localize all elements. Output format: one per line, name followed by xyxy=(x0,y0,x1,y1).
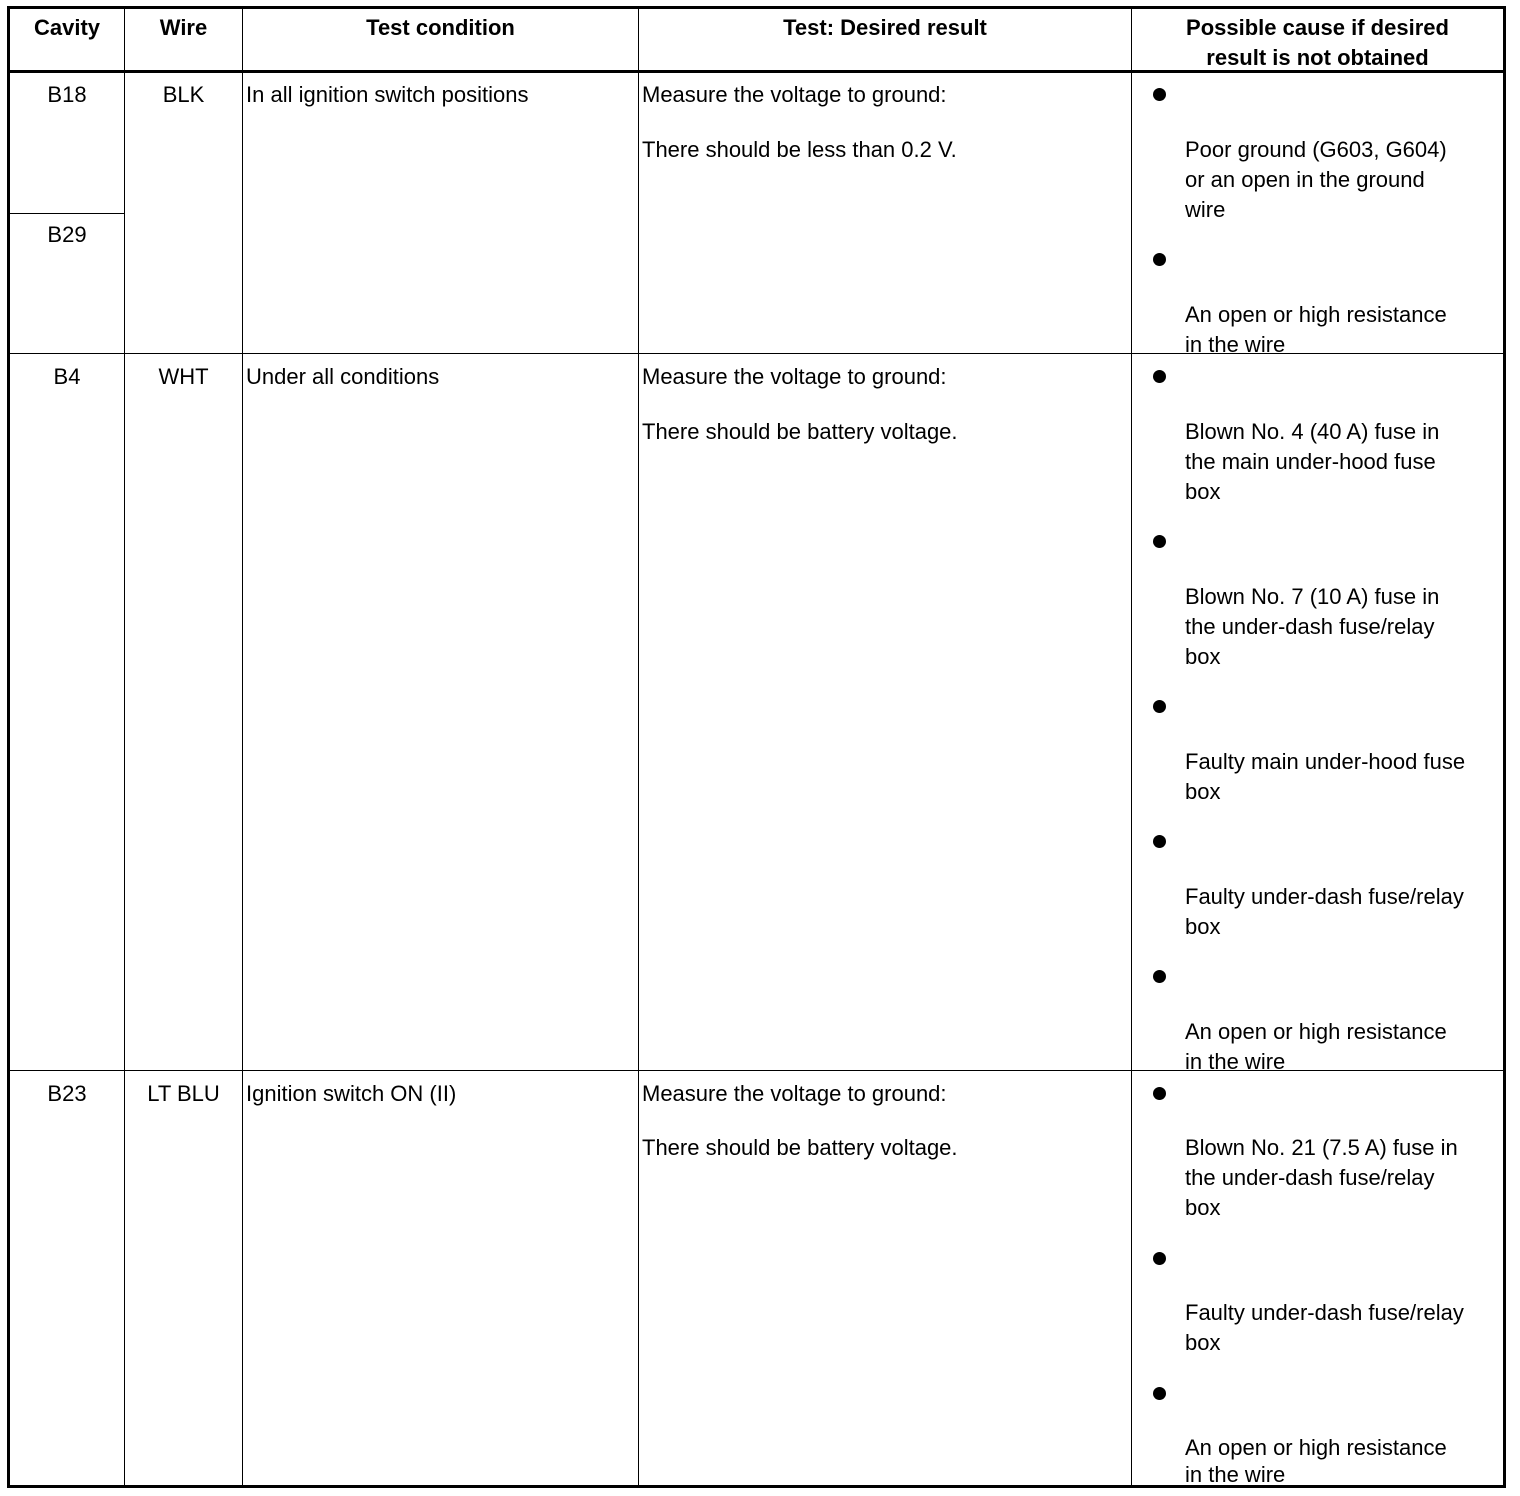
desired-result-line: There should be less than 0.2 V. xyxy=(642,137,957,162)
cavity-cell: B23 xyxy=(47,1081,87,1106)
cause-line: Poor ground (G603, G604) xyxy=(1185,137,1447,162)
cause-line: Faulty under-dash fuse/relay xyxy=(1185,1300,1464,1325)
column-divider xyxy=(242,9,243,1485)
cavity-split-divider xyxy=(10,213,124,214)
bullet-icon xyxy=(1153,700,1166,713)
cause-line: Blown No. 4 (40 A) fuse in xyxy=(1185,419,1440,444)
cause-line: box xyxy=(1185,914,1221,939)
cause-line: An open or high resistance xyxy=(1185,1019,1447,1044)
cause-line: box xyxy=(1185,479,1221,504)
cause-line: in the wire xyxy=(1185,1462,1286,1487)
cause-line: the under-dash fuse/relay xyxy=(1185,1165,1435,1190)
cause-line: Faulty under-dash fuse/relay xyxy=(1185,884,1464,909)
cavity-cell: B18 xyxy=(47,82,87,107)
bullet-icon xyxy=(1153,535,1166,548)
desired-result-line: There should be battery voltage. xyxy=(642,1135,958,1160)
bullet-icon xyxy=(1153,1252,1166,1265)
desired-result-line: There should be battery voltage. xyxy=(642,419,958,444)
cause-line: wire xyxy=(1185,197,1226,222)
cavity-cell: B4 xyxy=(53,364,81,389)
header-wire: Wire xyxy=(159,15,208,40)
cause-line: Faulty main under-hood fuse xyxy=(1185,749,1466,774)
header-test-condition: Test condition xyxy=(366,15,515,40)
bullet-icon xyxy=(1153,253,1166,266)
cause-line: An open or high resistance xyxy=(1185,1435,1447,1460)
cause-line: the main under-hood fuse xyxy=(1185,449,1436,474)
cause-line: in the wire xyxy=(1185,332,1286,357)
header-possible-cause-line2: result is not obtained xyxy=(1206,45,1429,70)
cause-line: Blown No. 21 (7.5 A) fuse in xyxy=(1185,1135,1458,1160)
header-desired-result: Test: Desired result xyxy=(783,15,987,40)
column-divider xyxy=(638,9,639,1485)
cause-line: Blown No. 7 (10 A) fuse in xyxy=(1185,584,1440,609)
bullet-icon xyxy=(1153,970,1166,983)
wire-cell: LT BLU xyxy=(147,1081,220,1106)
bullet-icon xyxy=(1153,835,1166,848)
desired-result-line: Measure the voltage to ground: xyxy=(642,364,947,389)
header-cavity: Cavity xyxy=(33,15,101,40)
cause-line: An open or high resistance xyxy=(1185,302,1447,327)
cause-line: or an open in the ground xyxy=(1185,167,1425,192)
column-divider xyxy=(124,9,125,1485)
cause-line: box xyxy=(1185,644,1221,669)
column-divider xyxy=(1131,9,1132,1485)
cause-line: the under-dash fuse/relay xyxy=(1185,614,1435,639)
test-condition-cell: In all ignition switch positions xyxy=(246,82,529,107)
cavity-cell: B29 xyxy=(47,222,87,247)
diagnostic-table xyxy=(7,6,1506,1488)
bullet-icon xyxy=(1153,1087,1166,1100)
cause-line: in the wire xyxy=(1185,1049,1286,1074)
cause-line: box xyxy=(1185,1330,1221,1355)
wire-cell: WHT xyxy=(158,364,209,389)
wire-cell: BLK xyxy=(162,82,205,107)
desired-result-line: Measure the voltage to ground: xyxy=(642,82,947,107)
test-condition-cell: Ignition switch ON (II) xyxy=(246,1081,457,1106)
test-condition-cell: Under all conditions xyxy=(246,364,440,389)
desired-result-line: Measure the voltage to ground: xyxy=(642,1081,947,1106)
header-possible-cause-line1: Possible cause if desired xyxy=(1186,15,1449,40)
cause-line: box xyxy=(1185,779,1221,804)
cause-line: box xyxy=(1185,1195,1221,1220)
bullet-icon xyxy=(1153,88,1166,101)
bullet-icon xyxy=(1153,1387,1166,1400)
bullet-icon xyxy=(1153,370,1166,383)
